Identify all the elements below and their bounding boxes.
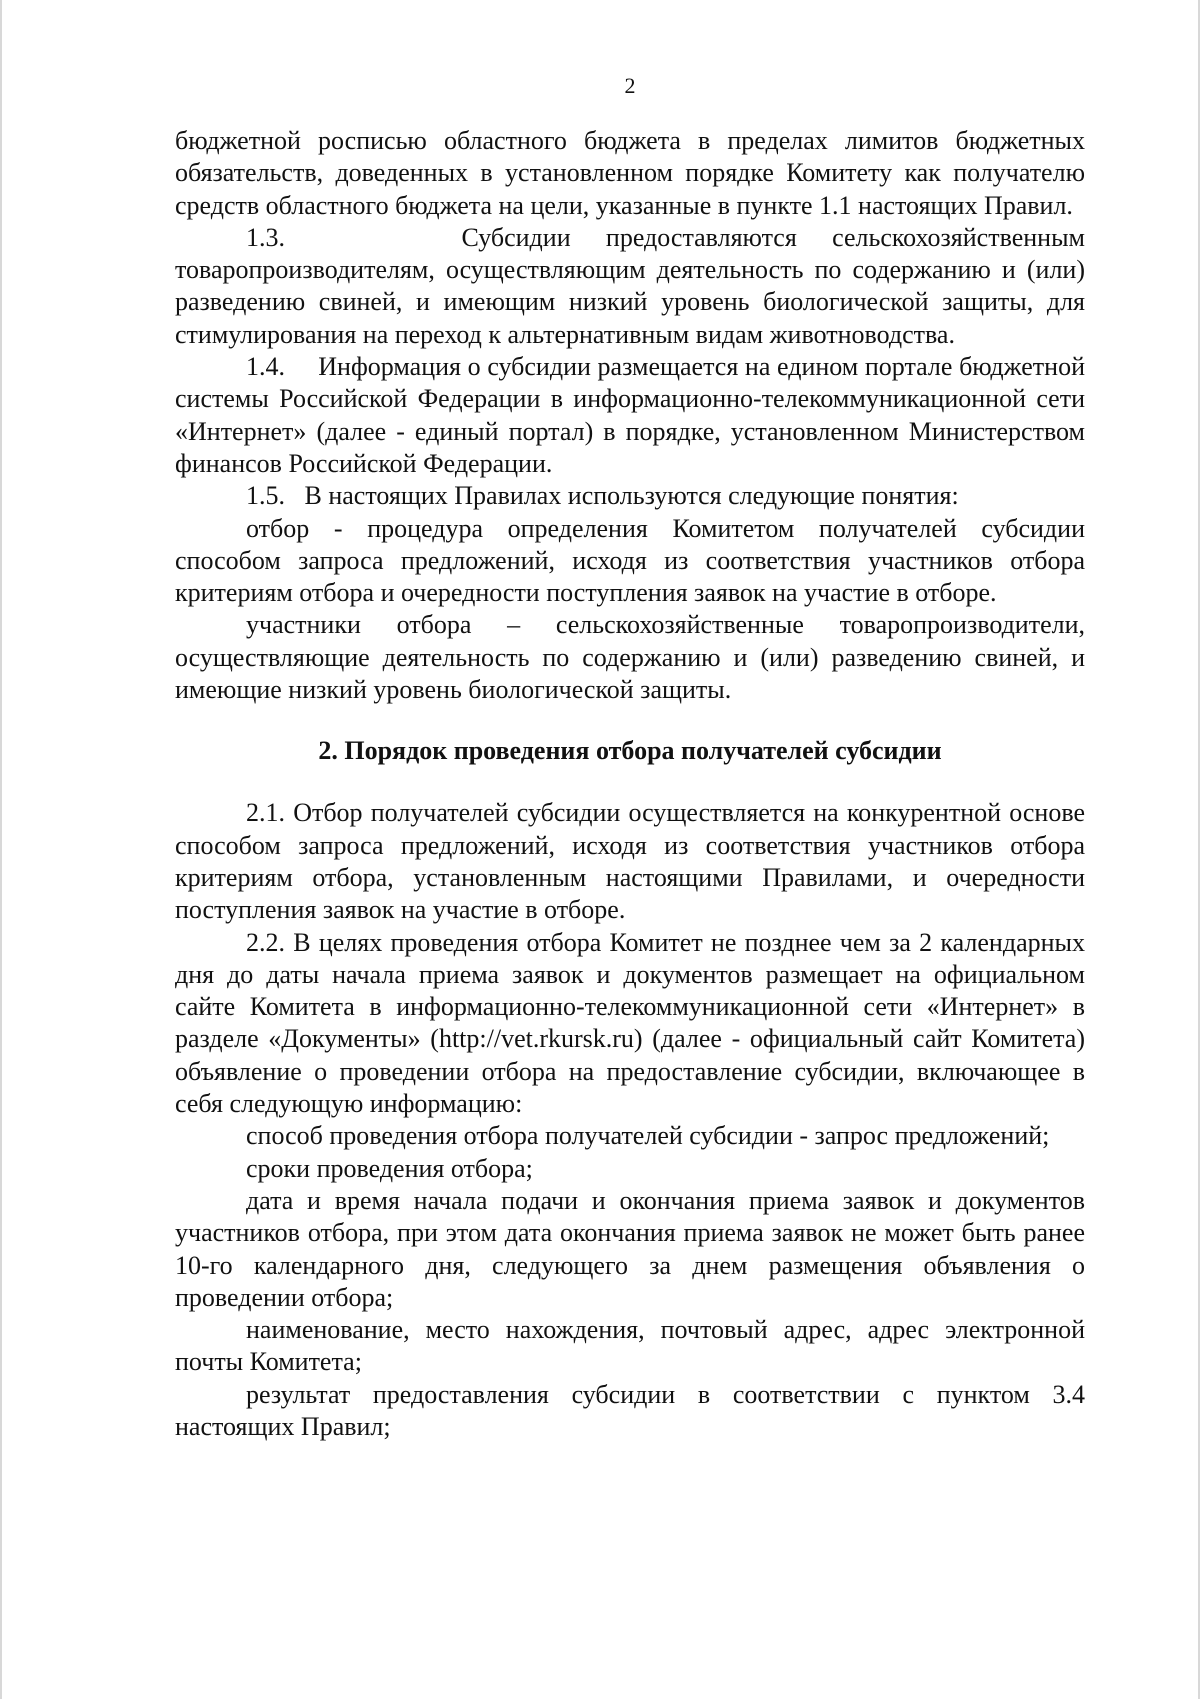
paragraph-1-4: 1.4. Информация о субсидии размещается на едином портале бюджетной системы Российской Федерации в информационно-телекоммуникационной сети «Интернет» (далее - единый портал) в порядке, установленном Министерством финансов Российской Федерации.	[175, 352, 1085, 478]
section-heading: 2. Порядок проведения отбора получателей субсидии	[318, 736, 942, 766]
paragraph-1-5: 1.5. В настоящих Правилах используются следующие понятия:	[246, 481, 959, 511]
list-item-terms: сроки проведения отбора;	[246, 1153, 533, 1183]
list-item-dates: дата и время начала подачи и окончания приема заявок и документов участников отбора, при этом дата окончания приема заявок не может быть ранее 10-го календарного дня, следующего за днем размещения объявления о проведении отбора;	[175, 1185, 1085, 1312]
page-number: 2	[624, 73, 636, 98]
paragraph-1-3: 1.3. Субсидии предоставляются сельскохозяйственным товаропроизводителям, осуществляющим деятельность по содержанию и (или) разведению свиней, и имеющим низкий уровень биологической защиты, для стимулирования на переход к альтернативным видам животноводства.	[175, 222, 1085, 349]
definition-selection: отбор - процедура определения Комитетом получателей субсидии способом запроса предложений, исходя из соответствия участников отбора критериям отбора и очередности поступления заявок на участие в отборе.	[175, 513, 1085, 608]
paragraph-continuation: бюджетной росписью областного бюджета в пределах лимитов бюджетных обязательств, доведенных в установленном порядке Комитету как получателю средств областного бюджета на цели, указанные в пункте 1.1 настоящих Правил.	[175, 126, 1085, 220]
paragraph-2-1: 2.1. Отбор получателей субсидии осуществляется на конкурентной основе способом запроса предложений, исходя из соответствия участников отбора критериям отбора, установленным настоящими Правилами, и очередности поступления заявок на участие в отборе.	[175, 798, 1085, 925]
list-item-contacts: наименование, место нахождения, почтовый адрес, адрес электронной почты Комитета;	[175, 1315, 1085, 1377]
paragraph-2-2: 2.2. В целях проведения отбора Комитет не позднее чем за 2 календарных дня до даты начала приема заявок и документов размещает на официальном сайте Комитета в информационно-телекоммуникационной сети «Интернет» в разделе «Документы» (http://vet.rkursk.ru) (далее - официальный сайт Комитета) объявление о проведении отбора на предоставление субсидии, включающее в себя следующую информацию:	[175, 927, 1085, 1119]
list-item-method: способ проведения отбора получателей субсидии - запрос предложений;	[246, 1121, 1050, 1151]
scan-edge-left	[0, 0, 2, 1699]
document-body	[175, 125, 1085, 1443]
definition-participants: участники отбора – сельскохозяйственные товаропроизводители, осуществляющие деятельность по содержанию и (или) разведению свиней, и имеющие низкий уровень биологической защиты.	[175, 610, 1085, 705]
list-item-result: результат предоставления субсидии в соответствии с пунктом 3.4 настоящих Правил;	[175, 1379, 1085, 1441]
